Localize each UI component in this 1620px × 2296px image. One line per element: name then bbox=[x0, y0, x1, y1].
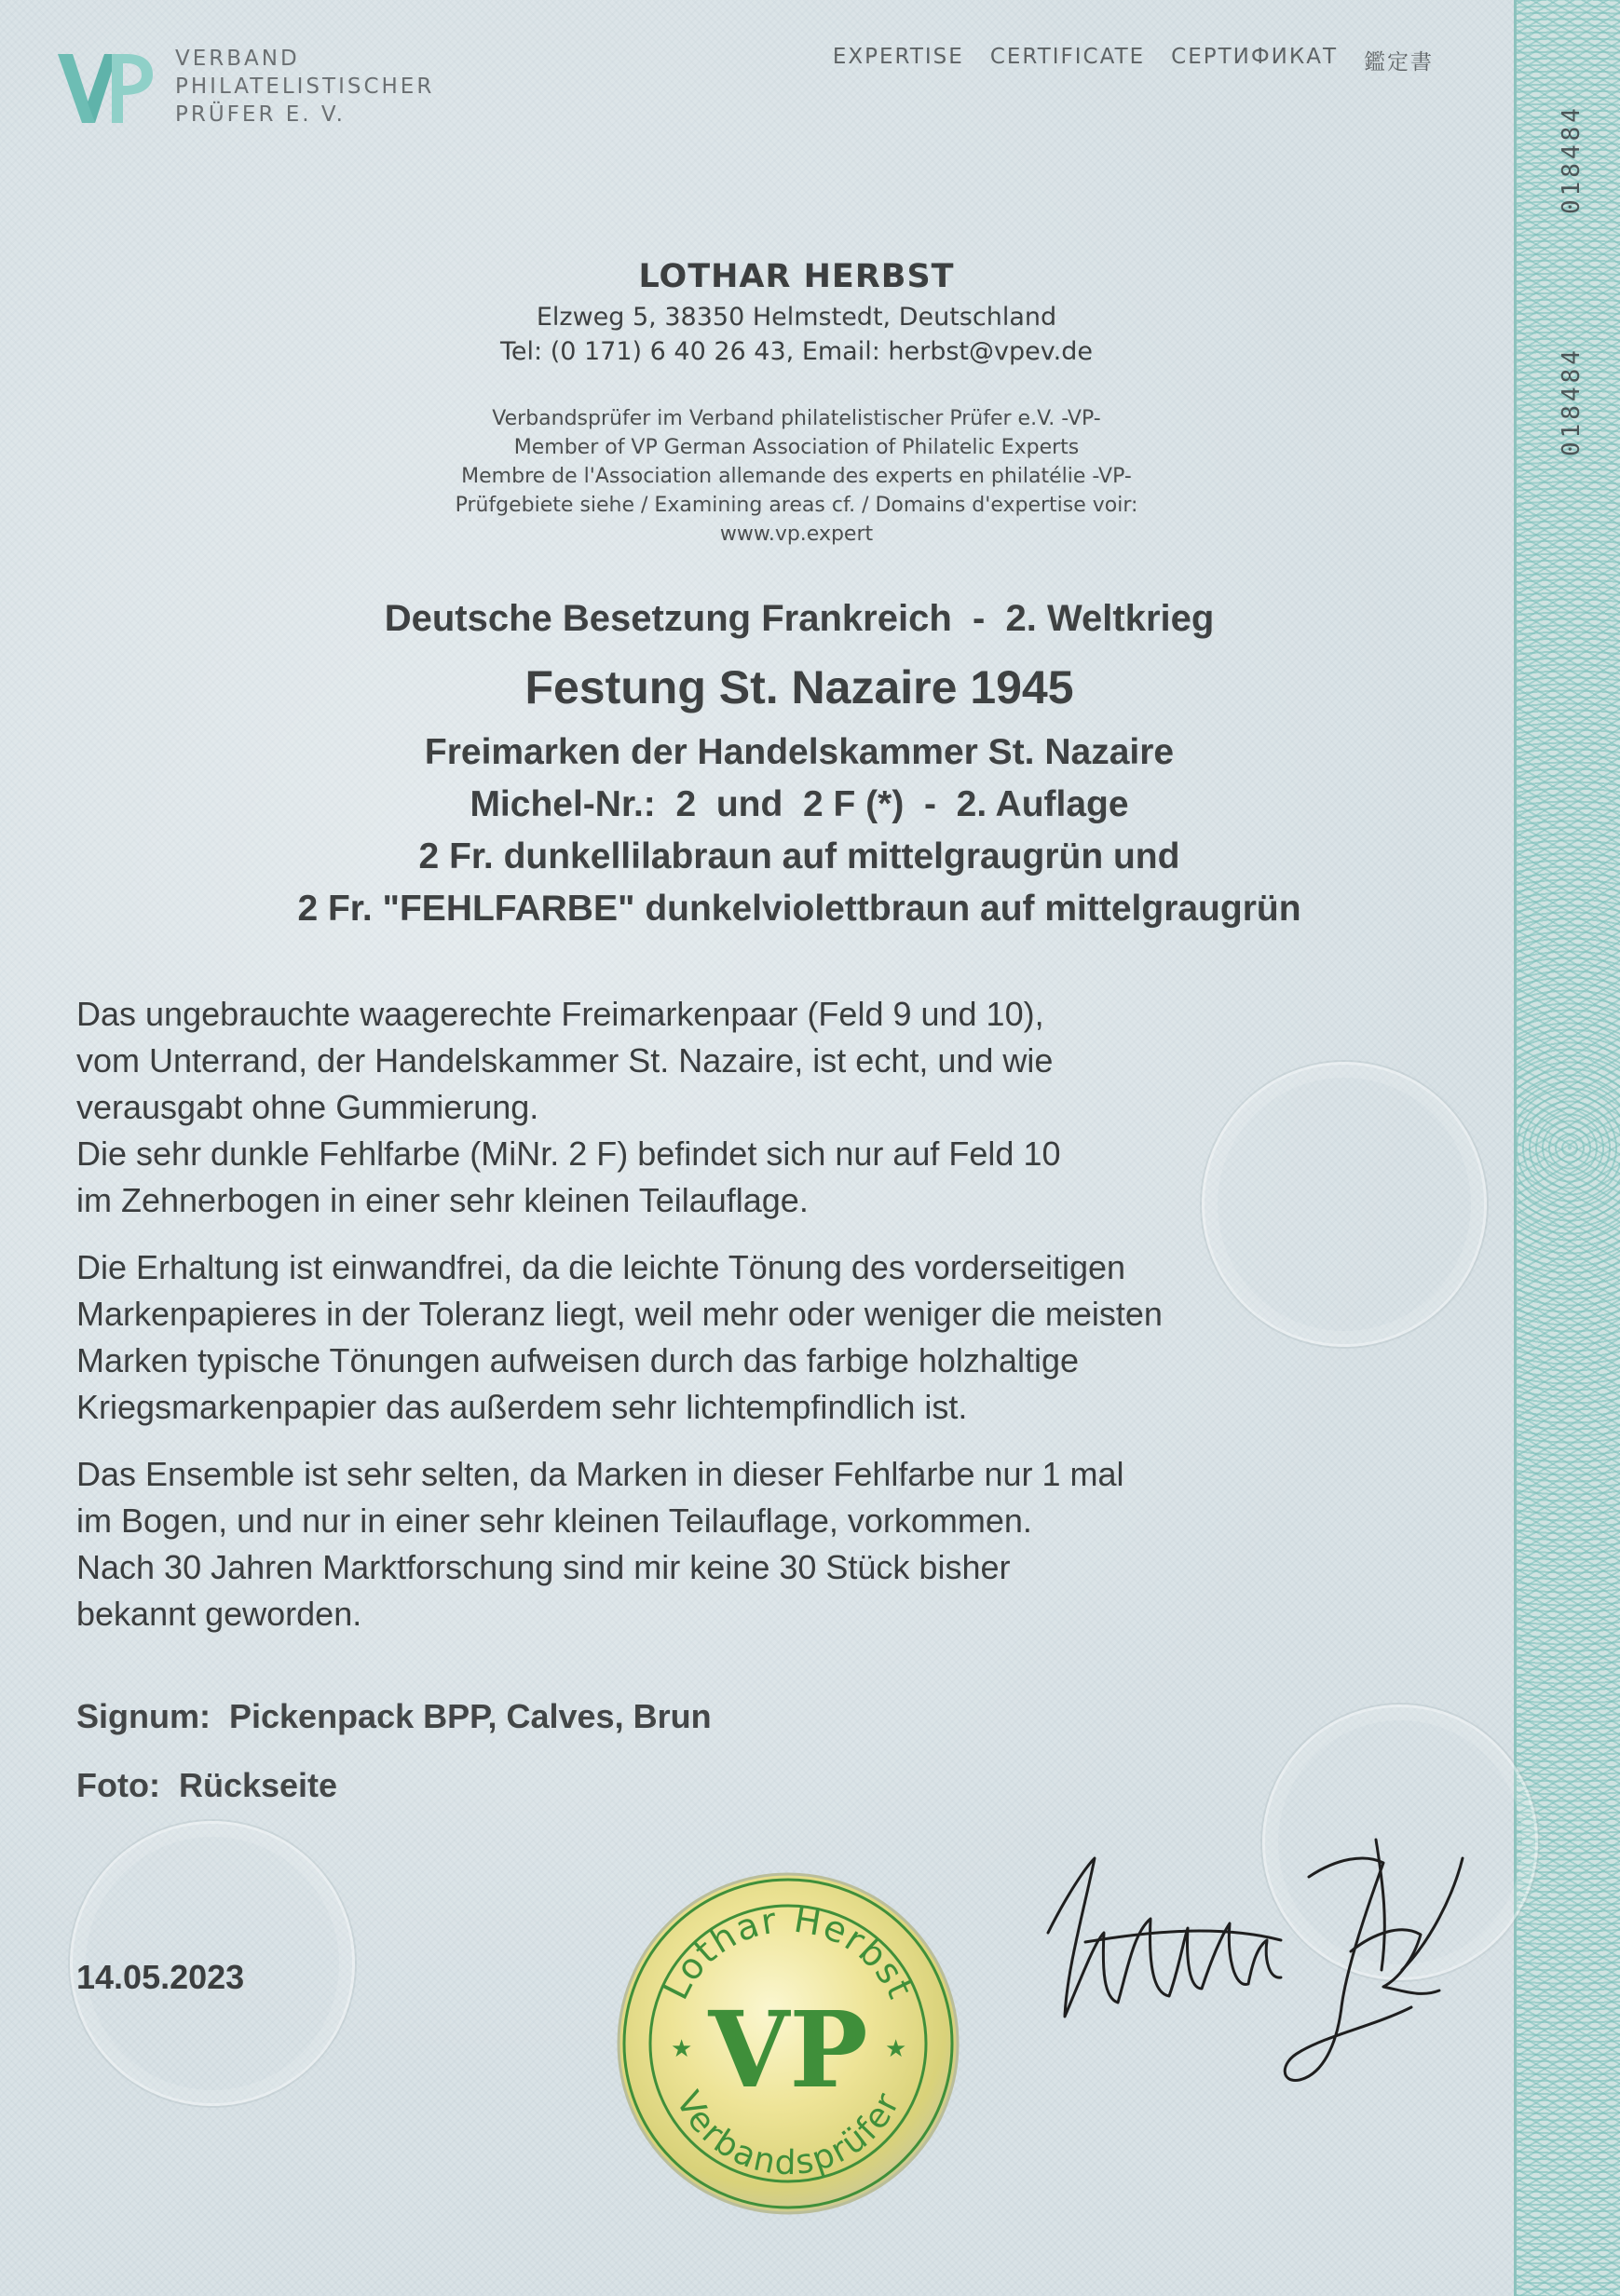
seal-top-text: Lothar Herbst bbox=[654, 1898, 922, 2006]
text-line: Die Erhaltung ist einwandfrei, da die leichte Tönung des vorderseitigen bbox=[76, 1248, 1126, 1286]
certificate-body bbox=[76, 991, 1502, 1658]
title-occupation: Deutsche Besetzung Frankreich - 2. Weltkrieg bbox=[384, 598, 1215, 639]
title-color-2: 2 Fr. "FEHLFARBE" dunkelviolettbraun auf mittelgraugrün bbox=[297, 889, 1301, 929]
org-name-line2: PHILATELISTISCHER bbox=[175, 75, 435, 99]
text-line: im Zehnerbogen in einer sehr kleinen Teilauflage. bbox=[76, 1181, 809, 1219]
title-color-1: 2 Fr. dunkellilabraun auf mittelgraugrün und bbox=[418, 836, 1180, 876]
text-line: Das Ensemble ist sehr selten, da Marken in dieser Fehlfarbe nur 1 mal bbox=[76, 1455, 1124, 1493]
org-name-line3: PRÜFER E. V. bbox=[175, 102, 346, 127]
label-certificate-jp: 鑑定書 bbox=[1364, 50, 1434, 75]
certificate-date: 14.05.2023 bbox=[76, 1958, 245, 1996]
signature-icon bbox=[1029, 1830, 1467, 2110]
membership-line: Member of VP German Association of Philatelic Experts bbox=[513, 436, 1080, 459]
certificate-labels bbox=[833, 45, 1434, 75]
label-certificate-ru: СЕРТИФИКАТ bbox=[1171, 45, 1338, 69]
certificate-titles bbox=[0, 591, 1599, 935]
text-line: Markenpapieres in der Toleranz liegt, weil mehr oder weniger die meisten bbox=[76, 1295, 1163, 1333]
serial-number-bottom: 018484 bbox=[1558, 346, 1586, 456]
membership-line: Membre de l'Association allemande des experts en philatélie -VP- bbox=[461, 465, 1132, 488]
title-main: Festung St. Nazaire 1945 bbox=[524, 661, 1074, 713]
signum-line: Signum: Pickenpack BPP, Calves, Brun bbox=[76, 1697, 712, 1735]
seal-star-right: ★ bbox=[885, 2035, 907, 2063]
text-line: Das ungebrauchte waagerechte Freimarkenpaar (Feld 9 und 10), bbox=[76, 995, 1044, 1033]
expert-contact: Tel: (0 171) 6 40 26 43, Email: herbst@vpev.de bbox=[500, 337, 1093, 366]
text-line: Die sehr dunkle Fehlfarbe (MiNr. 2 F) befindet sich nur auf Feld 10 bbox=[76, 1134, 1061, 1173]
membership-line: Verbandsprüfer im Verband philatelistischer Prüfer e.V. -VP- bbox=[492, 407, 1101, 430]
paragraph-description bbox=[76, 991, 1502, 1224]
text-line: Marken typische Tönungen aufweisen durch das farbige holzhaltige bbox=[76, 1341, 1080, 1379]
seal-bottom-text: Verbandsprüfer bbox=[668, 2085, 908, 2183]
expert-address: Elzweg 5, 38350 Helmstedt, Deutschland bbox=[536, 303, 1057, 332]
membership-line: Prüfgebiete siehe / Examining areas cf. / Domains d'expertise voir: bbox=[455, 494, 1138, 517]
org-name-line1: VERBAND bbox=[175, 47, 300, 71]
seal-monogram: VP bbox=[708, 1990, 868, 2112]
foto-line: Foto: Rückseite bbox=[76, 1766, 338, 1804]
label-expertise: EXPERTISE bbox=[832, 45, 964, 69]
expert-name: LOTHAR HERBST bbox=[638, 258, 955, 295]
text-line: verausgabt ohne Gummierung. bbox=[76, 1088, 539, 1126]
expert-block bbox=[0, 253, 1593, 369]
text-line: bekannt geworden. bbox=[76, 1595, 362, 1633]
org-name bbox=[175, 45, 434, 129]
seal-star-left: ★ bbox=[671, 2035, 693, 2063]
text-line: vom Unterrand, der Handelskammer St. Nazaire, ist echt, und wie bbox=[76, 1041, 1054, 1080]
paragraph-condition bbox=[76, 1244, 1502, 1431]
vp-logo-icon bbox=[54, 47, 157, 130]
label-certificate: CERTIFICATE bbox=[989, 45, 1146, 69]
serial-number-top: 018484 bbox=[1558, 104, 1586, 214]
text-line: Nach 30 Jahren Marktforschung sind mir keine 30 Stück bisher bbox=[76, 1548, 1011, 1586]
membership-link: www.vp.expert bbox=[719, 523, 874, 546]
text-line: Kriegsmarkenpapier das außerdem sehr lichtempfindlich ist. bbox=[76, 1388, 968, 1426]
title-issue: Freimarken der Handelskammer St. Nazaire bbox=[424, 732, 1175, 772]
paragraph-rarity bbox=[76, 1451, 1502, 1637]
text-line: im Bogen, und nur in einer sehr kleinen Teilauflage, vorkommen. bbox=[76, 1501, 1032, 1540]
title-michel-number: Michel-Nr.: 2 und 2 F (*) - 2. Auflage bbox=[470, 784, 1129, 824]
hologram-seal-icon bbox=[615, 1870, 961, 2217]
membership-block bbox=[0, 404, 1593, 549]
